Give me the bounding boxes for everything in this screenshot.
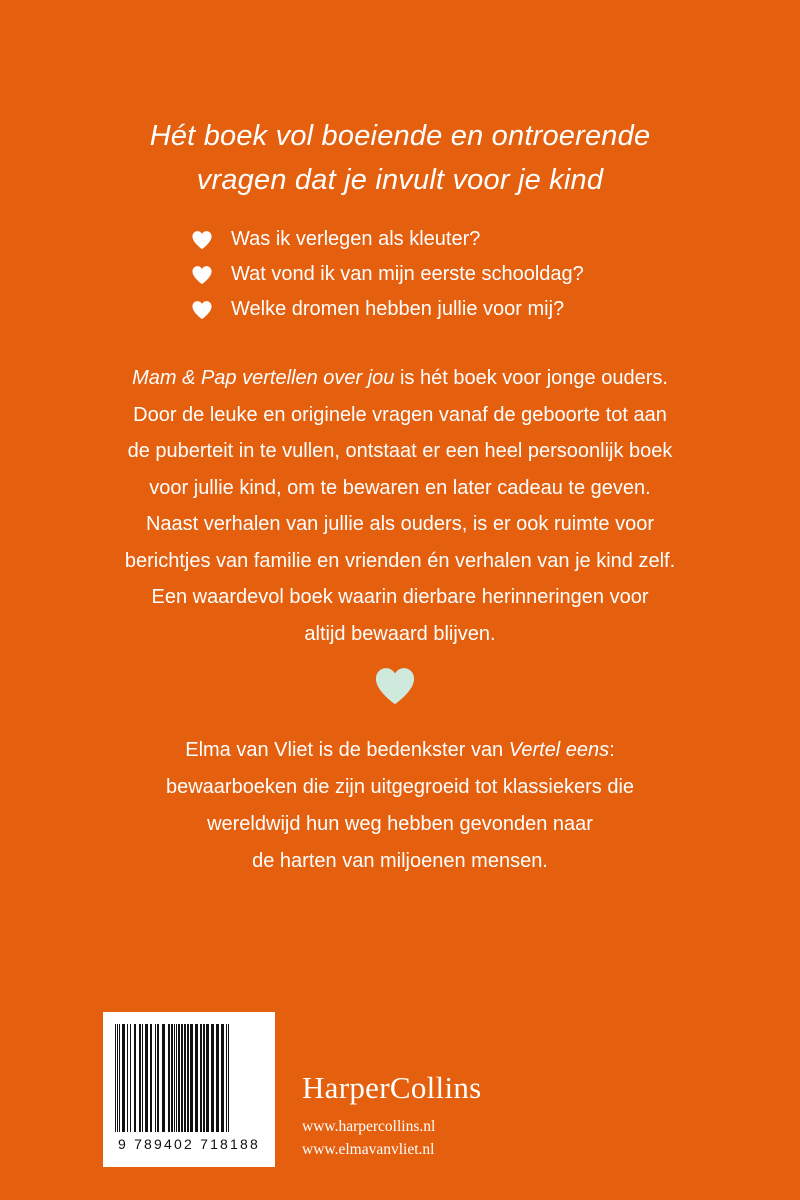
author-line: de harten van miljoenen mensen. xyxy=(252,850,548,872)
barcode-bar xyxy=(226,1024,227,1132)
heart-icon xyxy=(190,300,214,320)
question-text: Welke dromen hebben jullie voor mij? xyxy=(231,298,565,320)
barcode xyxy=(103,1012,275,1167)
description-line: voor jullie kind, om te bewaren en later cadeau te geven. xyxy=(149,476,651,499)
tagline xyxy=(0,114,800,202)
barcode-bar xyxy=(176,1024,177,1132)
question-text: Was ik verlegen als kleuter? xyxy=(231,228,481,250)
barcode-bar xyxy=(216,1024,219,1132)
description-line: Een waardevol boek waarin dierbare herinneringen voor xyxy=(151,586,649,608)
list-item xyxy=(190,257,584,292)
author-text: : xyxy=(609,739,615,761)
description-line: berichtjes van familie en vrienden én verhalen van je kind zelf. xyxy=(124,549,676,572)
barcode-bar xyxy=(130,1024,131,1132)
barcode-bar xyxy=(145,1024,148,1132)
barcode-bar xyxy=(168,1024,170,1132)
author-text: Elma van Vliet is de bedenkster van xyxy=(185,739,509,761)
barcode-bar xyxy=(190,1024,193,1132)
barcode-bar xyxy=(171,1024,173,1132)
description xyxy=(0,360,800,652)
description-line xyxy=(0,360,800,397)
barcode-bar xyxy=(134,1024,136,1132)
barcode-bar xyxy=(142,1024,143,1132)
barcode-bar xyxy=(115,1024,116,1132)
barcode-bar xyxy=(228,1024,229,1132)
list-item xyxy=(190,292,584,327)
barcode-bar xyxy=(119,1024,120,1132)
description-line: de puberteit in te vullen, ontstaat er een heel persoonlijk boek xyxy=(127,440,673,462)
book-title: Mam & Pap vertellen over jou xyxy=(132,367,395,389)
barcode-bar xyxy=(178,1024,180,1132)
barcode-bar xyxy=(181,1024,183,1132)
isbn-number: 9 789402 718188 xyxy=(118,1136,260,1152)
barcode-bar xyxy=(127,1024,128,1132)
barcode-bars xyxy=(113,1024,265,1132)
barcode-bar xyxy=(162,1024,165,1132)
author-line xyxy=(0,732,800,769)
description-line: Naast verhalen van jullie als ouders, is er ook ruimte voor xyxy=(145,513,655,535)
tagline-line-2: vragen dat je invult voor je kind xyxy=(196,164,604,196)
barcode-bar xyxy=(157,1024,159,1132)
barcode-bar xyxy=(139,1024,141,1132)
barcode-bar xyxy=(122,1024,125,1132)
barcode-bar xyxy=(221,1024,224,1132)
question-text: Wat vond ik van mijn eerste schooldag? xyxy=(231,263,584,285)
barcode-bar xyxy=(187,1024,189,1132)
barcode-bar xyxy=(150,1024,152,1132)
author-bio xyxy=(0,732,800,880)
barcode-bar xyxy=(117,1024,118,1132)
question-list xyxy=(190,222,584,327)
heart-icon xyxy=(190,265,214,285)
list-item xyxy=(190,222,584,257)
barcode-bar xyxy=(203,1024,205,1132)
heart-icon xyxy=(373,666,417,706)
description-line: Door de leuke en originele vragen vanaf de geboorte tot aan xyxy=(133,403,667,426)
publisher-logo: HarperCollins xyxy=(302,1070,482,1105)
barcode-bar xyxy=(184,1024,186,1132)
description-text: is hét boek voor jonge ouders. xyxy=(394,367,668,389)
description-line: altijd bewaard blijven. xyxy=(304,622,496,645)
series-title: Vertel eens xyxy=(508,739,610,761)
barcode-bar xyxy=(155,1024,156,1132)
barcode-bar xyxy=(200,1024,202,1132)
publisher-url[interactable]: www.harpercollins.nl xyxy=(302,1118,436,1135)
barcode-bar xyxy=(174,1024,175,1132)
barcode-bar xyxy=(206,1024,209,1132)
author-line: bewaarboeken die zijn uitgegroeid tot klassiekers die xyxy=(165,776,635,798)
barcode-bar xyxy=(195,1024,198,1132)
heart-icon xyxy=(190,230,214,250)
author-url[interactable]: www.elmavanvliet.nl xyxy=(302,1141,435,1158)
author-line: wereldwijd hun weg hebben gevonden naar xyxy=(207,813,593,835)
tagline-line-1: Hét boek vol boeiende en ontroerende xyxy=(149,120,651,152)
barcode-bar xyxy=(211,1024,214,1132)
